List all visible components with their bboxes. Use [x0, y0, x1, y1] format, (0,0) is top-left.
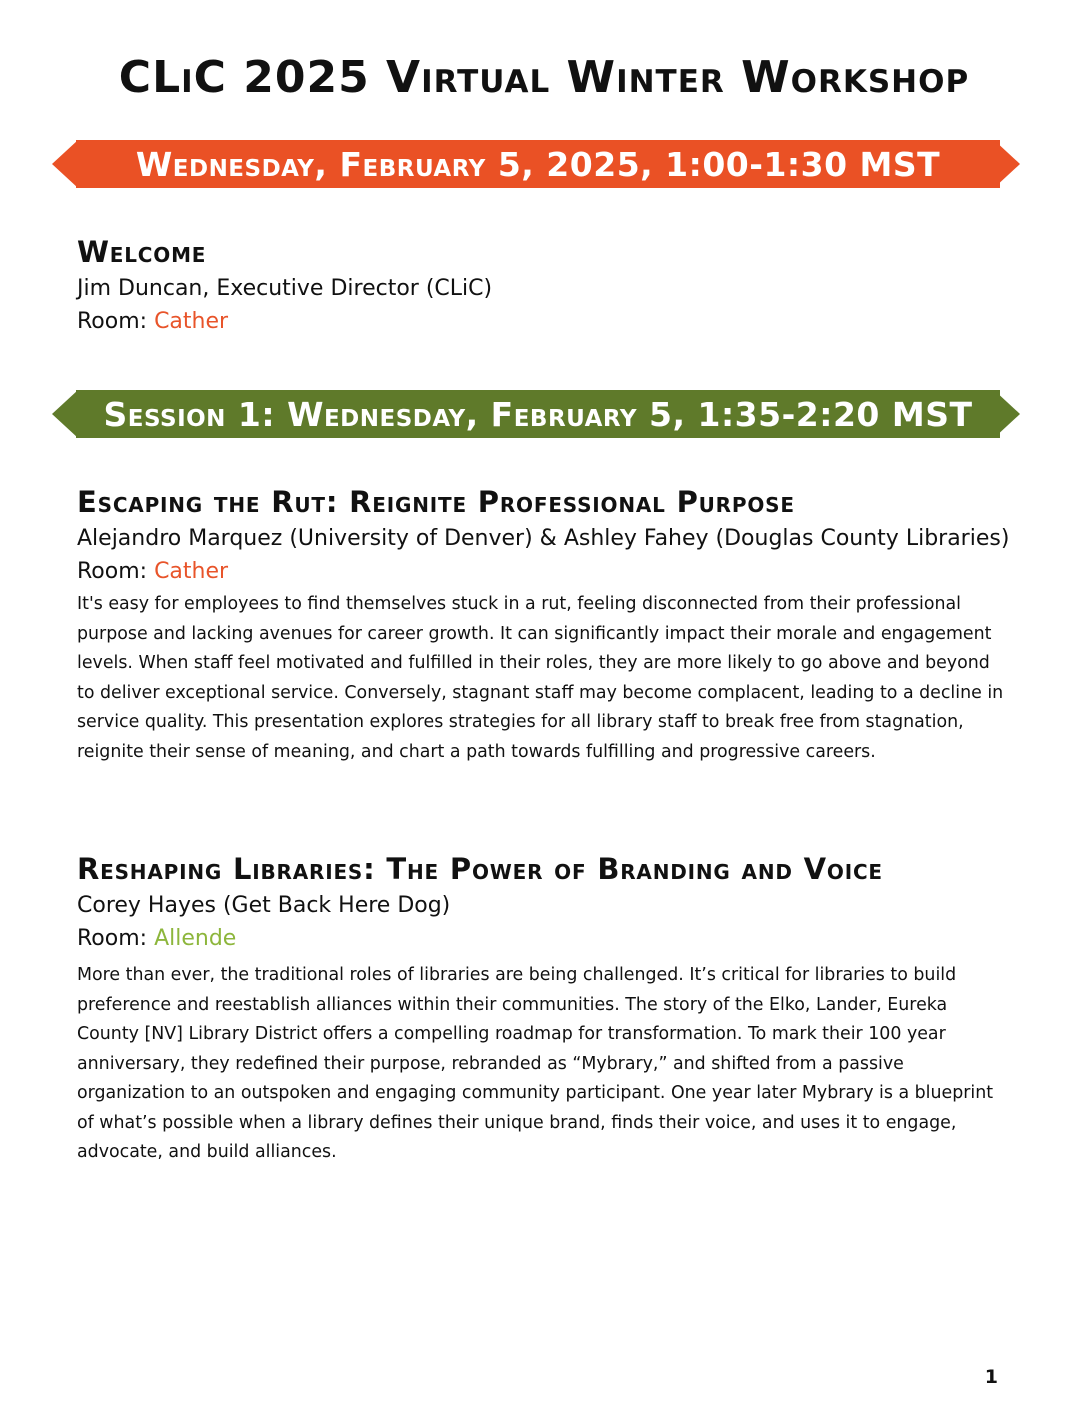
room-value: Cather	[154, 559, 229, 584]
banner-ribbon-left	[52, 390, 78, 438]
session-reshaping-libraries	[77, 851, 1012, 1168]
time-banner-welcome	[52, 140, 1020, 188]
banner-ribbon-right	[994, 140, 1020, 188]
banner-label: Wednesday, February 5, 2025, 1:00-1:30 MST	[76, 140, 1000, 188]
room-label: Room:	[77, 559, 148, 584]
page-number: 1	[984, 1366, 998, 1388]
room-label: Room:	[77, 309, 148, 334]
session-description: More than ever, the traditional roles of libraries are being challenged. It’s critical for libraries to build preference and reestablish alliances within their communities. The story of the Elko, Lander, Eureka County [NV] Library District offers a compelling roadmap for transformation. To mark their 100 year anniversary, they redefined their purpose, rebranded as “Mybrary,” and shifted from a passive organization to an outspoken and engaging community participant. One year later Mybrary is a blueprint of what’s possible when a library defines their unique brand, finds their voice, and uses it to engage, advocate, and build alliances.	[77, 965, 994, 1162]
session-heading: Escaping the Rut: Reignite Professional Purpose	[77, 485, 795, 519]
session-room	[77, 555, 1012, 588]
banner-ribbon-right	[994, 390, 1020, 438]
banner-ribbon-left	[52, 140, 78, 188]
welcome-room	[77, 305, 1012, 338]
session-escaping-the-rut	[77, 484, 1012, 767]
room-label: Room:	[77, 926, 148, 951]
welcome-section	[77, 234, 1012, 338]
welcome-speaker: Jim Duncan, Executive Director (CLiC)	[77, 276, 493, 301]
session-room	[77, 922, 1012, 955]
session-speaker: Corey Hayes (Get Back Here Dog)	[77, 893, 451, 918]
session-speaker: Alejandro Marquez (University of Denver) & Ashley Fahey (Douglas County Libraries)	[77, 526, 1010, 551]
session-description: It's easy for employees to find themselves stuck in a rut, feeling disconnected from their professional purpose and lacking avenues for career growth. It can significantly impact their morale and engagement levels. When staff feel motivated and fulfilled in their roles, they are more likely to go above and beyond to deliver exceptional service. Conversely, stagnant staff may become complacent, leading to a decline in service quality. This presentation explores strategies for all library staff to break free from stagnation, reignite their sense of meaning, and chart a path towards fulfilling and progressive careers.	[77, 594, 1004, 762]
session-heading: Reshaping Libraries: The Power of Branding and Voice	[77, 852, 883, 886]
welcome-heading: Welcome	[77, 235, 207, 269]
page-title: CLiC 2025 Virtual Winter Workshop	[118, 52, 970, 103]
room-value: Allende	[154, 926, 237, 951]
banner-label: Session 1: Wednesday, February 5, 1:35-2:20 MST	[76, 390, 1000, 438]
time-banner-session-1	[52, 390, 1020, 438]
room-value: Cather	[154, 309, 229, 334]
